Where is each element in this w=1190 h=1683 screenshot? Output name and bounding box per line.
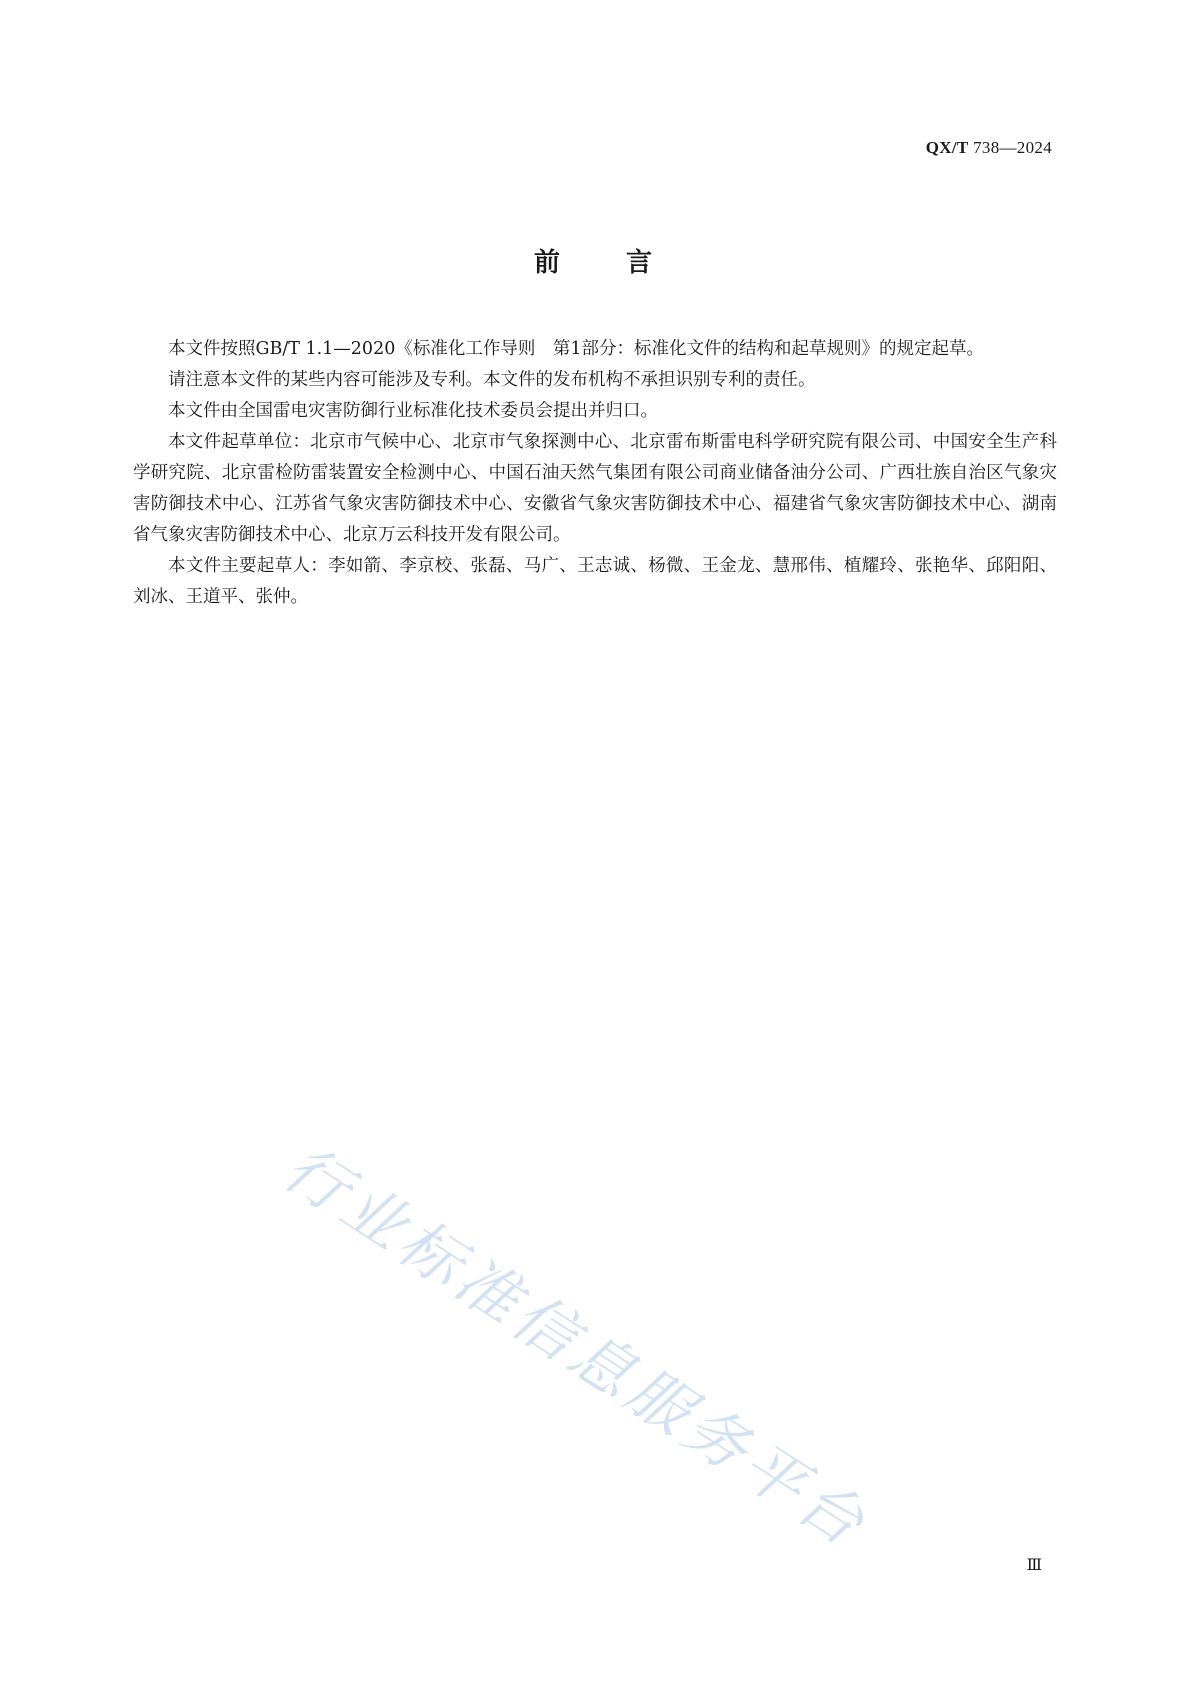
- paragraph-drafters: 本文件主要起草人：李如箭、李京校、张磊、马广、王志诚、杨微、王金龙、慧邢伟、植耀玲、张艳华、邱阳阳、刘冰、王道平、张仲。: [133, 556, 1057, 607]
- page-title: [0, 242, 1190, 279]
- foreword-body: [133, 334, 1057, 613]
- title-char-1: 前: [533, 248, 564, 278]
- standard-prefix: QX/T: [925, 138, 969, 157]
- paragraph-proposer: 本文件由全国雷电灾害防御行业标准化技术委员会提出并归口。: [168, 401, 658, 421]
- paragraph-drafting-units: 本文件起草单位：北京市气候中心、北京市气象探测中心、北京雷布斯雷电科学研究院有限公司、中国安全生产科学研究院、北京雷检防雷装置安全检测中心、中国石油天然气集团有限公司商业储备油分公司、广西壮族自治区气象灾害防御技术中心、江苏省气象灾害防御技术中心、安徽省气象灾害防御技术中心、福建省气象灾害防御技术中心、湖南省气象灾害防御技术中心、北京万云科技开发有限公司。: [133, 432, 1057, 545]
- title-char-2: 言: [626, 248, 657, 278]
- standard-number: 738—2024: [968, 138, 1052, 157]
- paragraph-patent-notice: 请注意本文件的某些内容可能涉及专利。本文件的发布机构不承担识别专利的责任。: [168, 370, 816, 390]
- page-number: Ⅲ: [1026, 1557, 1042, 1574]
- paragraph-drafting-rules: 本文件按照GB/T 1.1—2020《标准化工作导则 第1部分：标准化文件的结构和起草规则》的规定起草。: [168, 339, 984, 359]
- watermark: 行业标准信息服务平台: [271, 1130, 882, 1563]
- standard-code: [926, 138, 1052, 158]
